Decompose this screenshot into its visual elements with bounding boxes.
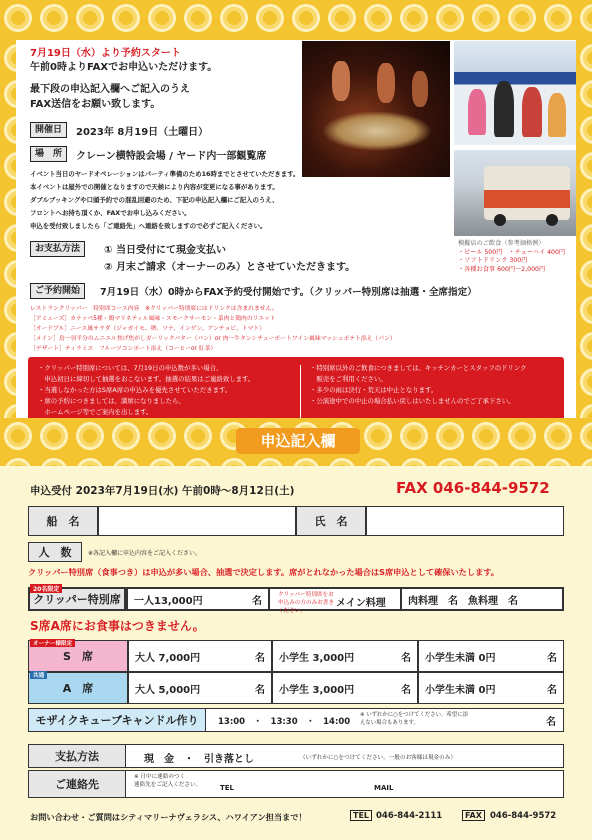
notice-line: ・公演途中での中止の場合払い戻しはいたしませんのでご了承下さい。	[310, 397, 515, 405]
candle-unit: 名	[546, 717, 556, 728]
event-note: 本イベントは屋外での開催となりますので天候により内容が変更になる事があります。	[30, 183, 279, 191]
a-adult-price: 大人 5,000円	[135, 684, 201, 696]
a-child-field[interactable]	[418, 672, 564, 704]
form-period: 申込受付 2023年7月19日(水) 午前0時～8月12日(土)	[30, 485, 295, 497]
footer-fax-tag: FAX	[462, 810, 485, 821]
main-dish-field[interactable]	[400, 587, 564, 611]
payment-label: 支払方法	[28, 744, 126, 768]
menu-line: ［オードブル］ニース風サラダ（ジャガイモ、卵、ツナ、インゲン、アンチョビ、トマト）	[30, 326, 266, 332]
clipper-badge: 20名限定	[30, 584, 62, 593]
fax-start: 午前0時よりFAXでお申込いただけます。	[30, 62, 218, 73]
contact-mail-label[interactable]: MAIL	[374, 784, 394, 792]
lottery-note: クリッパー特別席（食事つき）は申込が多い場合、抽選で決定します。席がとれなかった場合はS席申込として確保いたします。	[28, 567, 499, 577]
contact-label: ご連絡先	[28, 770, 126, 798]
date-tag: 開催日	[30, 122, 67, 138]
main-dish-options: 肉料理 名 魚料理 名	[408, 595, 518, 607]
payment-options[interactable]: 現 金 ・ 引き落とし	[144, 754, 254, 765]
kitchen-car-photo	[454, 150, 576, 236]
notice-line: ・席の予約につきましては、満席になりましたら、	[38, 397, 185, 405]
party-people-photo	[454, 41, 576, 145]
no-meal-note: S席A席にお食事はつきません。	[30, 619, 205, 633]
intro-line4: FAX送信をお願い致します。	[30, 99, 161, 110]
s-student-field[interactable]	[272, 640, 418, 672]
form-fax: FAX 046-844-9572	[396, 479, 550, 497]
contact-note	[134, 773, 201, 789]
a-seat-badge: 共通	[30, 671, 47, 679]
payment-note: （いずれかに○をつけてください。一般のお客様は現金のみ）	[300, 755, 456, 761]
form-title: 申込記入欄	[236, 428, 360, 454]
clipper-count-field[interactable]	[126, 587, 270, 611]
place-value: クレーン横特設会場 / ヤード内一部観覧席	[76, 151, 267, 162]
price-caption-line: ・ビール 500円 ・チューハイ 400円	[458, 248, 566, 256]
date-value: 2023年 8月19日（土曜日）	[76, 127, 209, 138]
floral-border-right	[576, 40, 592, 418]
s-adult-price: 大人 7,000円	[135, 652, 201, 664]
candle-label: モザイクキューブキャンドル作り	[28, 708, 206, 732]
notice-line: 販売をご利用ください。	[310, 375, 387, 383]
unit-label: 名	[401, 684, 411, 696]
payment-tag: お支払方法	[30, 241, 85, 257]
unit-label: 名	[255, 684, 265, 696]
event-note: イベント当日のヤードオペレーションはパーティ準備のため16時までとさせていただきます。	[30, 170, 300, 178]
menu-line: レストランクリッパー 特別席コース内容 ※クリッパー特別席にはドリンクは含まれません。	[30, 306, 278, 312]
event-note: 申込を受付致しましたら「ご連絡先」へ連絡を致しますので必ずご記入ください。	[30, 222, 267, 230]
price-caption-line: ・各種お食事 600円～2,000円	[458, 265, 546, 273]
a-child-price: 小学生未満 0円	[425, 684, 496, 696]
price-caption-line: ・ソフトドリンク 300円	[458, 257, 528, 264]
a-student-field[interactable]	[272, 672, 418, 704]
ship-label: 船 名	[28, 506, 98, 536]
notice-line: ・クリッパー特別席については、7月19日の申込数が多い場合、	[38, 364, 223, 372]
menu-line: ［アミューズ］カナッペ5種・鶏マリネティル風味・スモークサーモン・菜肉と鶏肉のリエット	[30, 316, 276, 322]
reserve-value: 7月19日（水）0時からFAX予約受付開始です。（クリッパー特別席は抽選・全席指定）	[100, 287, 477, 298]
notice-divider	[300, 365, 301, 421]
price-caption	[458, 240, 565, 274]
count-label: 人 数	[28, 542, 82, 562]
notice-line: ・当選しなかった方はS席A席の申込みを優先させていただきます。	[38, 386, 232, 394]
s-seat-label: S 席	[28, 640, 128, 672]
count-note: ※各記入欄に申込内容をご記入ください。	[88, 550, 202, 557]
notice-line: ホームページ等でご案内を出します。	[38, 408, 153, 416]
event-note: フロントへお持ち頂くか、FAXでお申し込みください。	[30, 209, 191, 217]
main-note: クリッパー特別席をお申込みの方のみお書きください。	[278, 592, 334, 614]
intro-line3: 最下段の申込記入欄へご記入のうえ	[30, 84, 190, 95]
candle-times[interactable]: 13:00 ・ 13:30 ・ 14:00	[218, 717, 351, 727]
footer-inquiry: お問い合わせ・ご質問はシティマリーナヴェラシス、ハワイアン担当まで！	[30, 812, 307, 822]
footer-tel-tag: TEL	[350, 810, 372, 821]
name-input[interactable]	[366, 506, 564, 536]
ship-input[interactable]	[98, 506, 296, 536]
event-note: ダブルブッキングや口頭予約での混乱回避のため、下記の申込記入欄にご記入のうえ、	[30, 196, 279, 204]
notice-line: 申込初日に締切して抽選をおこないます。抽選の結果はご連絡致します。	[38, 375, 255, 383]
a-seat-label: A 席	[28, 672, 128, 704]
s-child-price: 小学生未満 0円	[425, 652, 496, 664]
name-label: 氏 名	[296, 506, 366, 536]
clipper-price: 一人13,000円	[134, 595, 203, 607]
a-adult-field[interactable]	[128, 672, 272, 704]
payment-option-2: ② 月末ご請求（オーナーのみ）とさせていただきます。	[104, 262, 356, 273]
s-child-field[interactable]	[418, 640, 564, 672]
unit-label: 名	[547, 652, 557, 664]
s-adult-field[interactable]	[128, 640, 272, 672]
start-date: 7月19日（水）より予約スタート	[30, 48, 181, 59]
floral-border-left	[0, 40, 16, 418]
menu-line: ［デザート］ティラミス フルーツコンポート添え（コーヒーor 紅茶）	[30, 346, 217, 352]
payment-option-1: ① 当日受付にて現金支払い	[104, 245, 226, 256]
main-dish-label: メイン料理	[336, 598, 386, 609]
notice-line: ・特別席以外のご飲食につきましては、キッチンカーとスタッフのドリンク	[310, 364, 527, 372]
notice-left	[38, 363, 296, 418]
unit-label: 名	[252, 595, 262, 607]
contact-note-line: ※ 日中に連絡のつく	[134, 774, 186, 780]
floral-border-top	[0, 0, 592, 40]
hula-dancers-photo	[302, 41, 450, 177]
unit-label: 名	[401, 652, 411, 664]
a-student-price: 小学生 3,000円	[279, 684, 355, 696]
unit-label: 名	[255, 652, 265, 664]
contact-note-line: 連絡先をご記入ください。	[134, 782, 202, 788]
event-notes	[30, 168, 299, 233]
candle-note: ※ いずれかに○をつけてください。希望に添えない場合もあります。	[360, 712, 468, 726]
contact-tel-label[interactable]: TEL	[220, 784, 235, 792]
footer-fax[interactable]: 046-844-9572	[490, 811, 557, 821]
place-tag: 場 所	[30, 146, 67, 162]
clipper-label: クリッパー特別席	[28, 587, 126, 611]
menu-line: ［メイン］鳥一羽半分のムニエル焦げ焦がしガーリックバター（パン）or 肉一牛タンシチューポートワイン風味マッシュポテト添え（パン）	[30, 336, 396, 342]
unit-label: 名	[547, 684, 557, 696]
notice-right	[310, 363, 560, 407]
s-student-price: 小学生 3,000円	[279, 652, 355, 664]
s-seat-badge: オーナー様限定	[30, 639, 75, 647]
reserve-tag: ご予約開始	[30, 283, 85, 299]
footer-tel[interactable]: 046-844-2111	[376, 811, 443, 821]
course-menu	[30, 304, 396, 354]
notice-line: ・多少の雨は決行・荒天は中止となります。	[310, 386, 438, 394]
price-caption-line: 模擬店のご飲食（参考価格例）	[458, 240, 545, 247]
